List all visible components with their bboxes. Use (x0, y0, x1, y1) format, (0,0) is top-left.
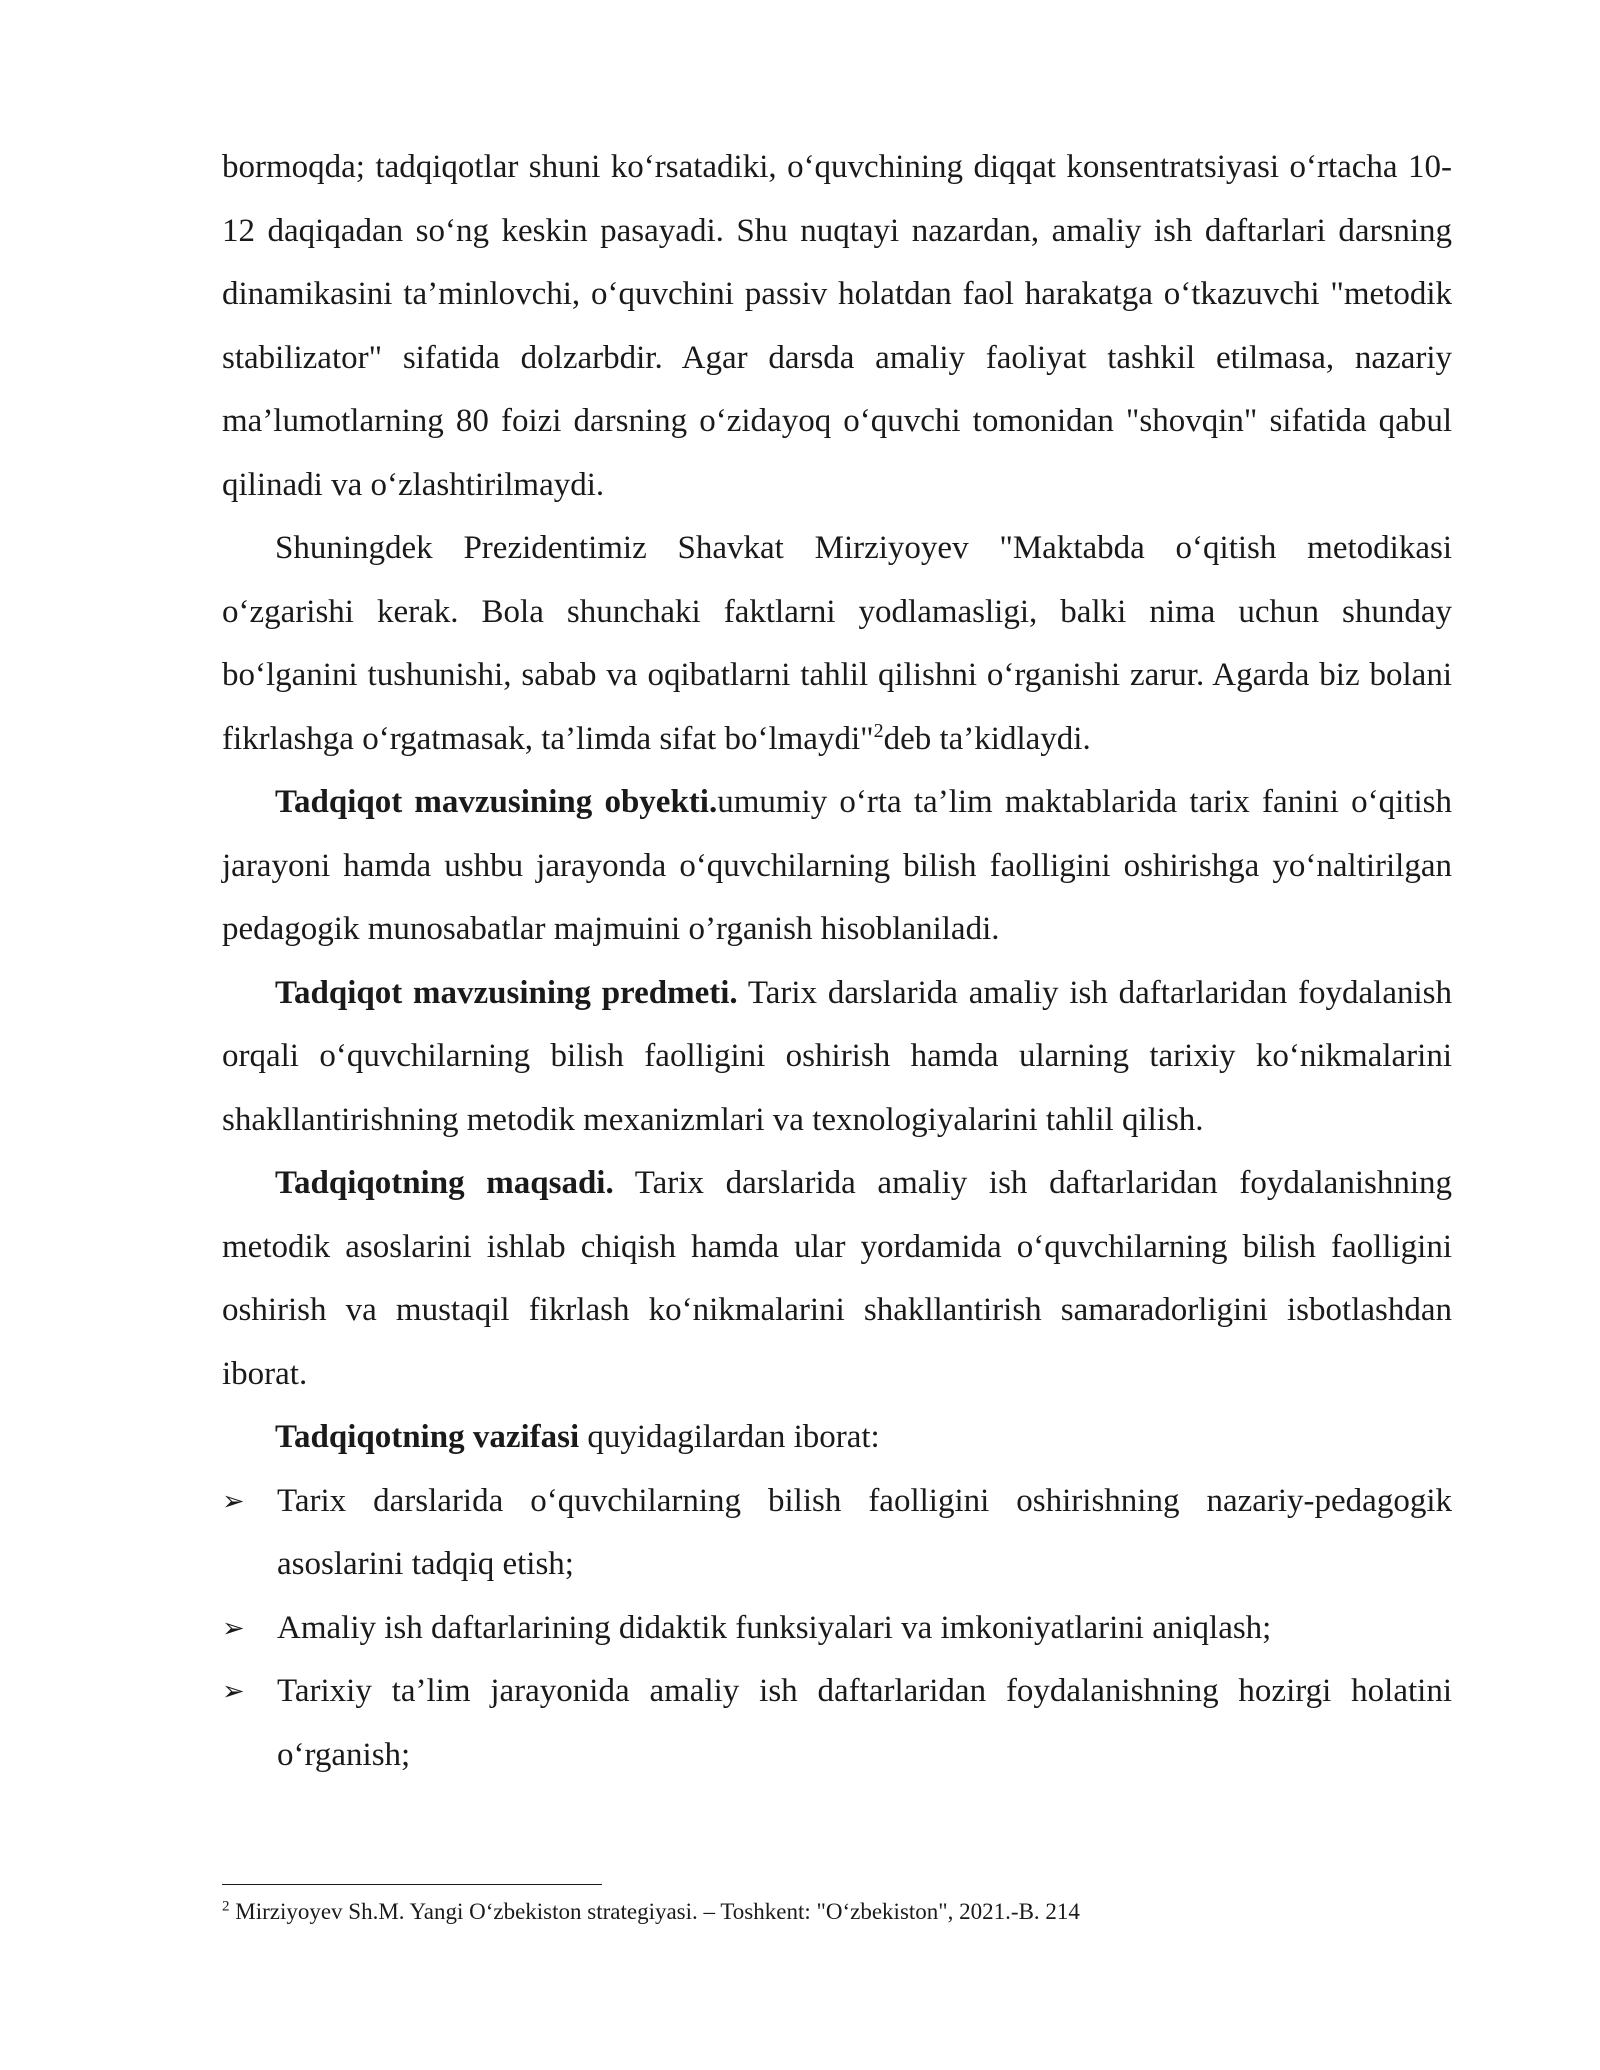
research-goal-heading: Tadqiqotning maqsadi. (275, 1165, 614, 1201)
research-subject-heading: Tadqiqot mavzusining predmeti. (275, 974, 738, 1011)
list-item (222, 1470, 1452, 1597)
research-tasks-heading: Tadqiqotning vazifasi (275, 1419, 580, 1455)
list-item (222, 1660, 1452, 1787)
arrow-bullet-icon: ➢ (222, 1612, 245, 1644)
tasks-list (222, 1470, 1452, 1788)
task-text: Tarix darslarida o‘quvchilarning bilish faolligini oshirishning nazariy-pedagogik asoslarini tadqiq etish; (277, 1482, 1452, 1582)
research-goal-text: Tarix darslarida amaliy ish daftarlaridan foydalanishning metodik asoslarini ishlab chiqish hamda ular yordamida o‘quvchilarning bilish faolligini oshirish va mustaqil fikrlash ko‘nikmalarini shakllantirish samaradorligini isbotlashdan iborat. (222, 1165, 1452, 1392)
research-tasks-text: quyidagilardan iborat: (579, 1419, 880, 1455)
arrow-bullet-icon: ➢ (222, 1676, 245, 1707)
paragraph-president-quote (222, 517, 1452, 771)
paragraph-research-subject (222, 962, 1452, 1153)
footnote-separator (222, 1884, 602, 1885)
task-text: Tarixiy ta’lim jarayonida amaliy ish daftarlaridan foydalanishning hozirgi holatini o‘rganish; (277, 1673, 1452, 1773)
paragraph-research-tasks (222, 1406, 1452, 1470)
paragraph-research-goal (222, 1152, 1452, 1406)
task-text: Amaliy ish daftarlarining didaktik funksiyalari va imkoniyatlarini aniqlash; (277, 1609, 1272, 1646)
footnote-reference[interactable]: 2 (873, 719, 884, 742)
quote-tail: deb ta’kidlaydi. (883, 720, 1091, 757)
document-body (222, 136, 1452, 1787)
paragraph-research-object (222, 771, 1452, 962)
paragraph-intro: bormoqda; tadqiqotlar shuni ko‘rsatadiki, o‘quvchining diqqat konsentratsiyasi o‘rtacha 10-12 daqiqadan so‘ng keskin pasayadi. Shu nuqtayi nazardan, amaliy ish daftarlari darsning dinamikasini ta’minlovchi, o‘quvchini passiv holatdan faol harakatga o‘tkazuvchi "metodik stabilizator" sifatida dolzarbdir. Agar darsda amaliy faoliyat tashkil etilmasa, nazariy ma’lumotlarning 80 foizi darsning o‘zidayoq o‘quvchi tomonidan "shovqin" sifatida qabul qilinadi va o‘zlashtirilmaydi. (222, 149, 1452, 503)
research-object-text: umumiy o‘rta ta’lim maktablarida tarix fanini o‘qitish jarayoni hamda ushbu jarayonda o‘quvchilarning bilish faolligini oshirishga yo‘naltirilgan pedagogik munosabatlar majmuini o’rganish hisoblaniladi. (222, 784, 1452, 947)
arrow-bullet-icon: ➢ (222, 1485, 245, 1517)
footnote-number: 2 (222, 1898, 230, 1915)
research-subject-text: Tarix darslarida amaliy ish daftarlaridan foydalanish orqali o‘quvchilarning bilish faolligini oshirish hamda ularning tarixiy ko‘nikmalarini shakllantirishning metodik mexanizmlari va texnologiyalarini tahlil qilish. (222, 974, 1452, 1138)
quote-text: Shuningdek Prezidentimiz Shavkat Mirziyoyev "Maktabda o‘qitish metodikasi o‘zgarishi kerak. Bola shunchaki faktlarni yodlamasligi, balki nima uchun shunday bo‘lganini tushunishi, sabab va oqibatlarni tahlil qilishni o‘rganishi zarur. Agarda biz bolani fikrlashga o‘rgatmasak, ta’limda sifat bo‘lmaydi" (222, 530, 1452, 757)
list-item (222, 1597, 1452, 1661)
footnote (222, 1897, 1452, 1927)
research-object-heading: Tadqiqot mavzusining obyekti. (275, 784, 718, 820)
footnote-text: Mirziyoyev Sh.M. Yangi O‘zbekiston strategiyasi. – Toshkent: "O‘zbekiston", 2021.-B. 214 (229, 1899, 1080, 1924)
